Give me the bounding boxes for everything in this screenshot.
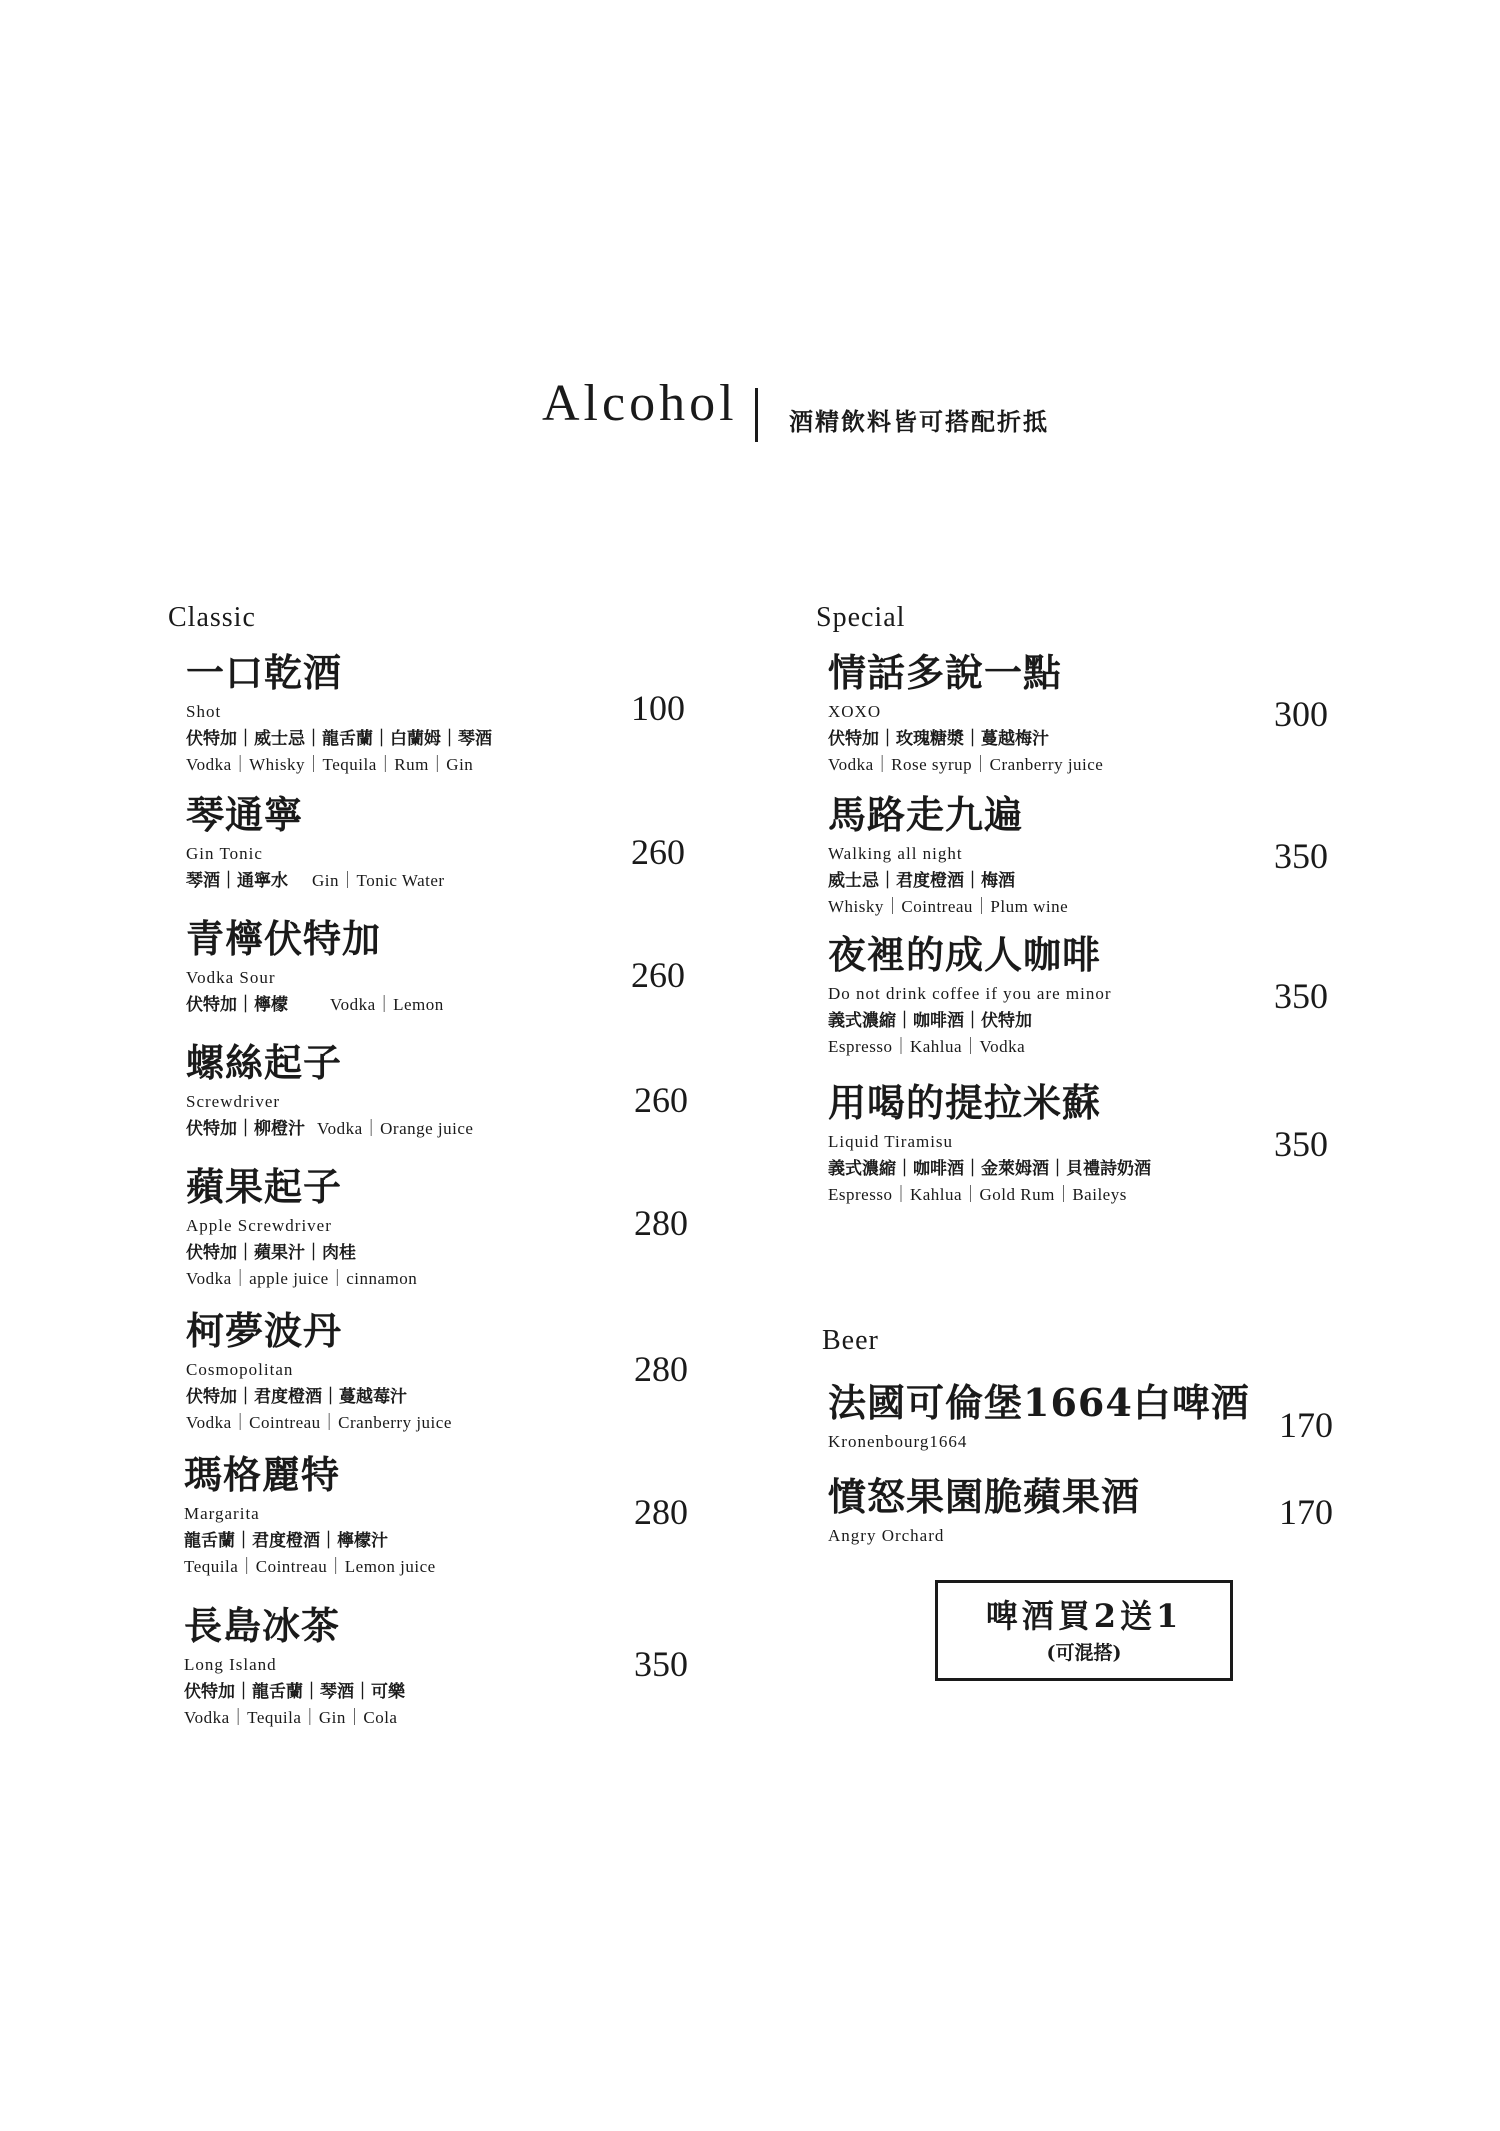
item-price: 170: [1279, 1405, 1333, 1445]
item-ingredients-en: Gin｜Tonic Water: [312, 870, 445, 890]
item-name: 夜裡的成人咖啡: [828, 932, 1102, 977]
item-name: 長島冰茶: [184, 1603, 341, 1648]
item-price: 100: [631, 688, 685, 728]
promo-note: (可混搭): [1046, 1642, 1122, 1665]
section-heading-classic: Classic: [168, 602, 256, 633]
item-ingredients-en: Vodka｜apple juice｜cinnamon: [186, 1269, 418, 1289]
item-ingredients-zh: 義式濃縮｜咖啡酒｜伏特加: [828, 1010, 1032, 1031]
item-name: 青檸伏特加: [186, 916, 382, 961]
item-name: 馬路走九遍: [828, 792, 1024, 837]
item-english-name: Long Island: [184, 1654, 277, 1674]
item-name: 琴通寧: [186, 792, 304, 837]
promo-text: 啤酒買2送1: [985, 1597, 1183, 1635]
beer-promo-box: [935, 1580, 1233, 1681]
item-english-name: Angry Orchard: [828, 1525, 945, 1545]
item-ingredients-zh: 伏特加｜柳橙汁: [186, 1118, 305, 1139]
item-price: 280: [634, 1349, 688, 1389]
item-english-name: Liquid Tiramisu: [828, 1131, 954, 1151]
item-ingredients-zh: 威士忌｜君度橙酒｜梅酒: [828, 870, 1015, 891]
item-ingredients-zh: 伏特加｜檸檬: [186, 994, 288, 1015]
item-ingredients: [186, 1118, 746, 1140]
item-price: 350: [1274, 836, 1328, 876]
item-ingredients-zh: 伏特加｜君度橙酒｜蔓越莓汁: [186, 1386, 407, 1407]
item-english-name: Gin Tonic: [186, 843, 263, 863]
page-subtitle: 酒精飲料皆可搭配折抵: [789, 407, 1049, 436]
item-price: 260: [631, 832, 685, 872]
item-price: 260: [631, 955, 685, 995]
item-ingredients-zh: 義式濃縮｜咖啡酒｜金萊姆酒｜貝禮詩奶酒: [828, 1158, 1151, 1179]
item-ingredients: [186, 994, 746, 1016]
item-ingredients-en: Vodka｜Rose syrup｜Cranberry juice: [828, 755, 1104, 775]
item-english-name: Screwdriver: [186, 1091, 281, 1111]
item-name: 用喝的提拉米蘇: [828, 1080, 1102, 1125]
item-name: 法國可倫堡1664白啤酒: [828, 1380, 1250, 1425]
item-ingredients-en: Whisky｜Cointreau｜Plum wine: [828, 897, 1069, 917]
item-ingredients-en: Vodka｜Cointreau｜Cranberry juice: [186, 1413, 452, 1433]
item-english-name: Cosmopolitan: [186, 1359, 294, 1379]
item-ingredients-zh: 琴酒｜通寧水: [186, 870, 288, 891]
item-price: 350: [1274, 976, 1328, 1016]
item-ingredients-zh: 伏特加｜威士忌｜龍舌蘭｜白蘭姆｜琴酒: [186, 728, 492, 749]
item-price: 350: [1274, 1124, 1328, 1164]
item-english-name: Do not drink coffee if you are minor: [828, 983, 1112, 1003]
item-price: 170: [1279, 1492, 1333, 1532]
item-name: 憤怒果園脆蘋果酒: [828, 1474, 1141, 1519]
item-price: 350: [634, 1644, 688, 1684]
item-english-name: Walking all night: [828, 843, 963, 863]
item-ingredients-en: Tequila｜Cointreau｜Lemon juice: [184, 1557, 436, 1577]
item-english-name: Apple Screwdriver: [186, 1215, 332, 1235]
item-english-name: Kronenbourg1664: [828, 1431, 968, 1451]
item-ingredients-en: Vodka｜Lemon: [330, 994, 444, 1014]
item-ingredients-zh: 龍舌蘭｜君度橙酒｜檸檬汁: [184, 1530, 388, 1551]
item-english-name: XOXO: [828, 701, 882, 721]
section-heading-special: Special: [816, 602, 906, 633]
item-ingredients-en: Espresso｜Kahlua｜Gold Rum｜Baileys: [828, 1185, 1127, 1205]
item-name: 一口乾酒: [186, 650, 343, 695]
item-english-name: Shot: [186, 701, 222, 721]
item-name: 瑪格麗特: [184, 1452, 341, 1497]
item-ingredients-en: Vodka｜Orange juice: [317, 1118, 474, 1138]
item-ingredients-zh: 伏特加｜龍舌蘭｜琴酒｜可樂: [184, 1681, 405, 1702]
item-ingredients-en: Espresso｜Kahlua｜Vodka: [828, 1037, 1026, 1057]
item-name: 情話多說一點: [828, 650, 1063, 695]
item-price: 260: [634, 1080, 688, 1120]
item-ingredients-zh: 伏特加｜蘋果汁｜肉桂: [186, 1242, 356, 1263]
item-ingredients: [186, 870, 746, 892]
item-ingredients-en: Vodka｜Tequila｜Gin｜Cola: [184, 1708, 398, 1728]
item-name: 螺絲起子: [186, 1040, 343, 1085]
item-price: 300: [1274, 694, 1328, 734]
title-divider: [755, 388, 758, 442]
item-ingredients-en: Vodka｜Whisky｜Tequila｜Rum｜Gin: [186, 755, 474, 775]
item-ingredients-zh: 伏特加｜玫瑰糖漿｜蔓越梅汁: [828, 728, 1049, 749]
page-title: Alcohol: [542, 375, 738, 432]
item-price: 280: [634, 1492, 688, 1532]
item-name: 柯夢波丹: [186, 1308, 343, 1353]
item-name: 蘋果起子: [186, 1164, 343, 1209]
item-english-name: Margarita: [184, 1503, 260, 1523]
item-english-name: Vodka Sour: [186, 967, 276, 987]
section-heading-beer: Beer: [822, 1325, 879, 1356]
item-price: 280: [634, 1203, 688, 1243]
